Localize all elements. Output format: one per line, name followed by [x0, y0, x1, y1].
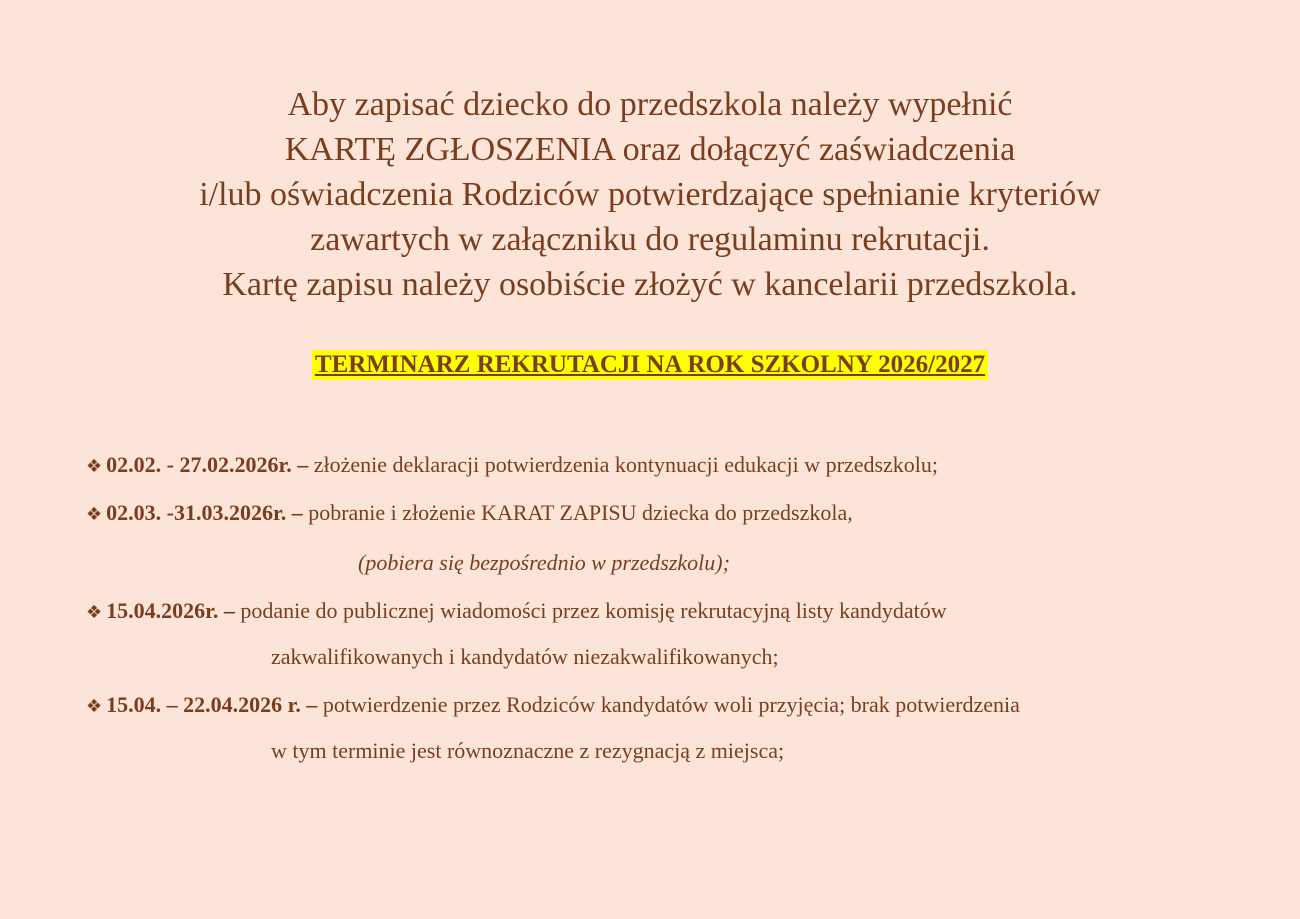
schedule-continuation: zakwalifikowanych i kandydatów niezakwalifikowanych; — [271, 644, 779, 669]
intro-line: Aby zapisać dziecko do przedszkola należy wypełnić — [287, 86, 1013, 123]
schedule-heading: TERMINARZ REKRUTACJI NA ROK SZKOLNY 2026/2027 — [312, 350, 988, 380]
diamond-bullet-icon: ❖ — [86, 456, 103, 477]
schedule-continuation: w tym terminie jest równoznaczne z rezygnacją z miejsca; — [271, 738, 785, 763]
intro-paragraph — [0, 82, 1300, 307]
intro-line: i/lub oświadczenia Rodziców potwierdzające spełnianie kryteriów — [199, 176, 1101, 213]
intro-line: zawartych w załączniku do regulaminu rekrutacji. — [310, 221, 990, 258]
schedule-item — [86, 692, 1020, 718]
diamond-bullet-icon: ❖ — [86, 696, 103, 717]
schedule-text: złożenie deklaracji potwierdzenia kontynuacji edukacji w przedszkolu; — [313, 452, 939, 477]
diamond-bullet-icon: ❖ — [86, 504, 103, 525]
schedule-date: 02.03. -31.03.2026r. – — [106, 500, 303, 525]
schedule-item — [86, 452, 938, 478]
schedule-note: (pobiera się bezpośrednio w przedszkolu); — [358, 550, 730, 575]
intro-line: Kartę zapisu należy osobiście złożyć w kancelarii przedszkola. — [222, 266, 1078, 303]
schedule-item — [86, 598, 947, 624]
schedule-text: potwierdzenie przez Rodziców kandydatów woli przyjęcia; brak potwierdzenia — [322, 692, 1020, 717]
schedule-date: 15.04. – 22.04.2026 r. – — [106, 692, 318, 717]
schedule-date: 02.02. - 27.02.2026r. – — [106, 452, 309, 477]
schedule-item — [86, 500, 853, 526]
schedule-heading-wrapper — [0, 350, 1300, 380]
schedule-date: 15.04.2026r. – — [106, 598, 235, 623]
diamond-bullet-icon: ❖ — [86, 602, 103, 623]
intro-line: KARTĘ ZGŁOSZENIA oraz dołączyć zaświadczenia — [284, 131, 1016, 168]
schedule-text: podanie do publicznej wiadomości przez komisję rekrutacyjną listy kandydatów — [240, 598, 947, 623]
schedule-text: pobranie i złożenie KARAT ZAPISU dziecka do przedszkola, — [308, 500, 853, 525]
